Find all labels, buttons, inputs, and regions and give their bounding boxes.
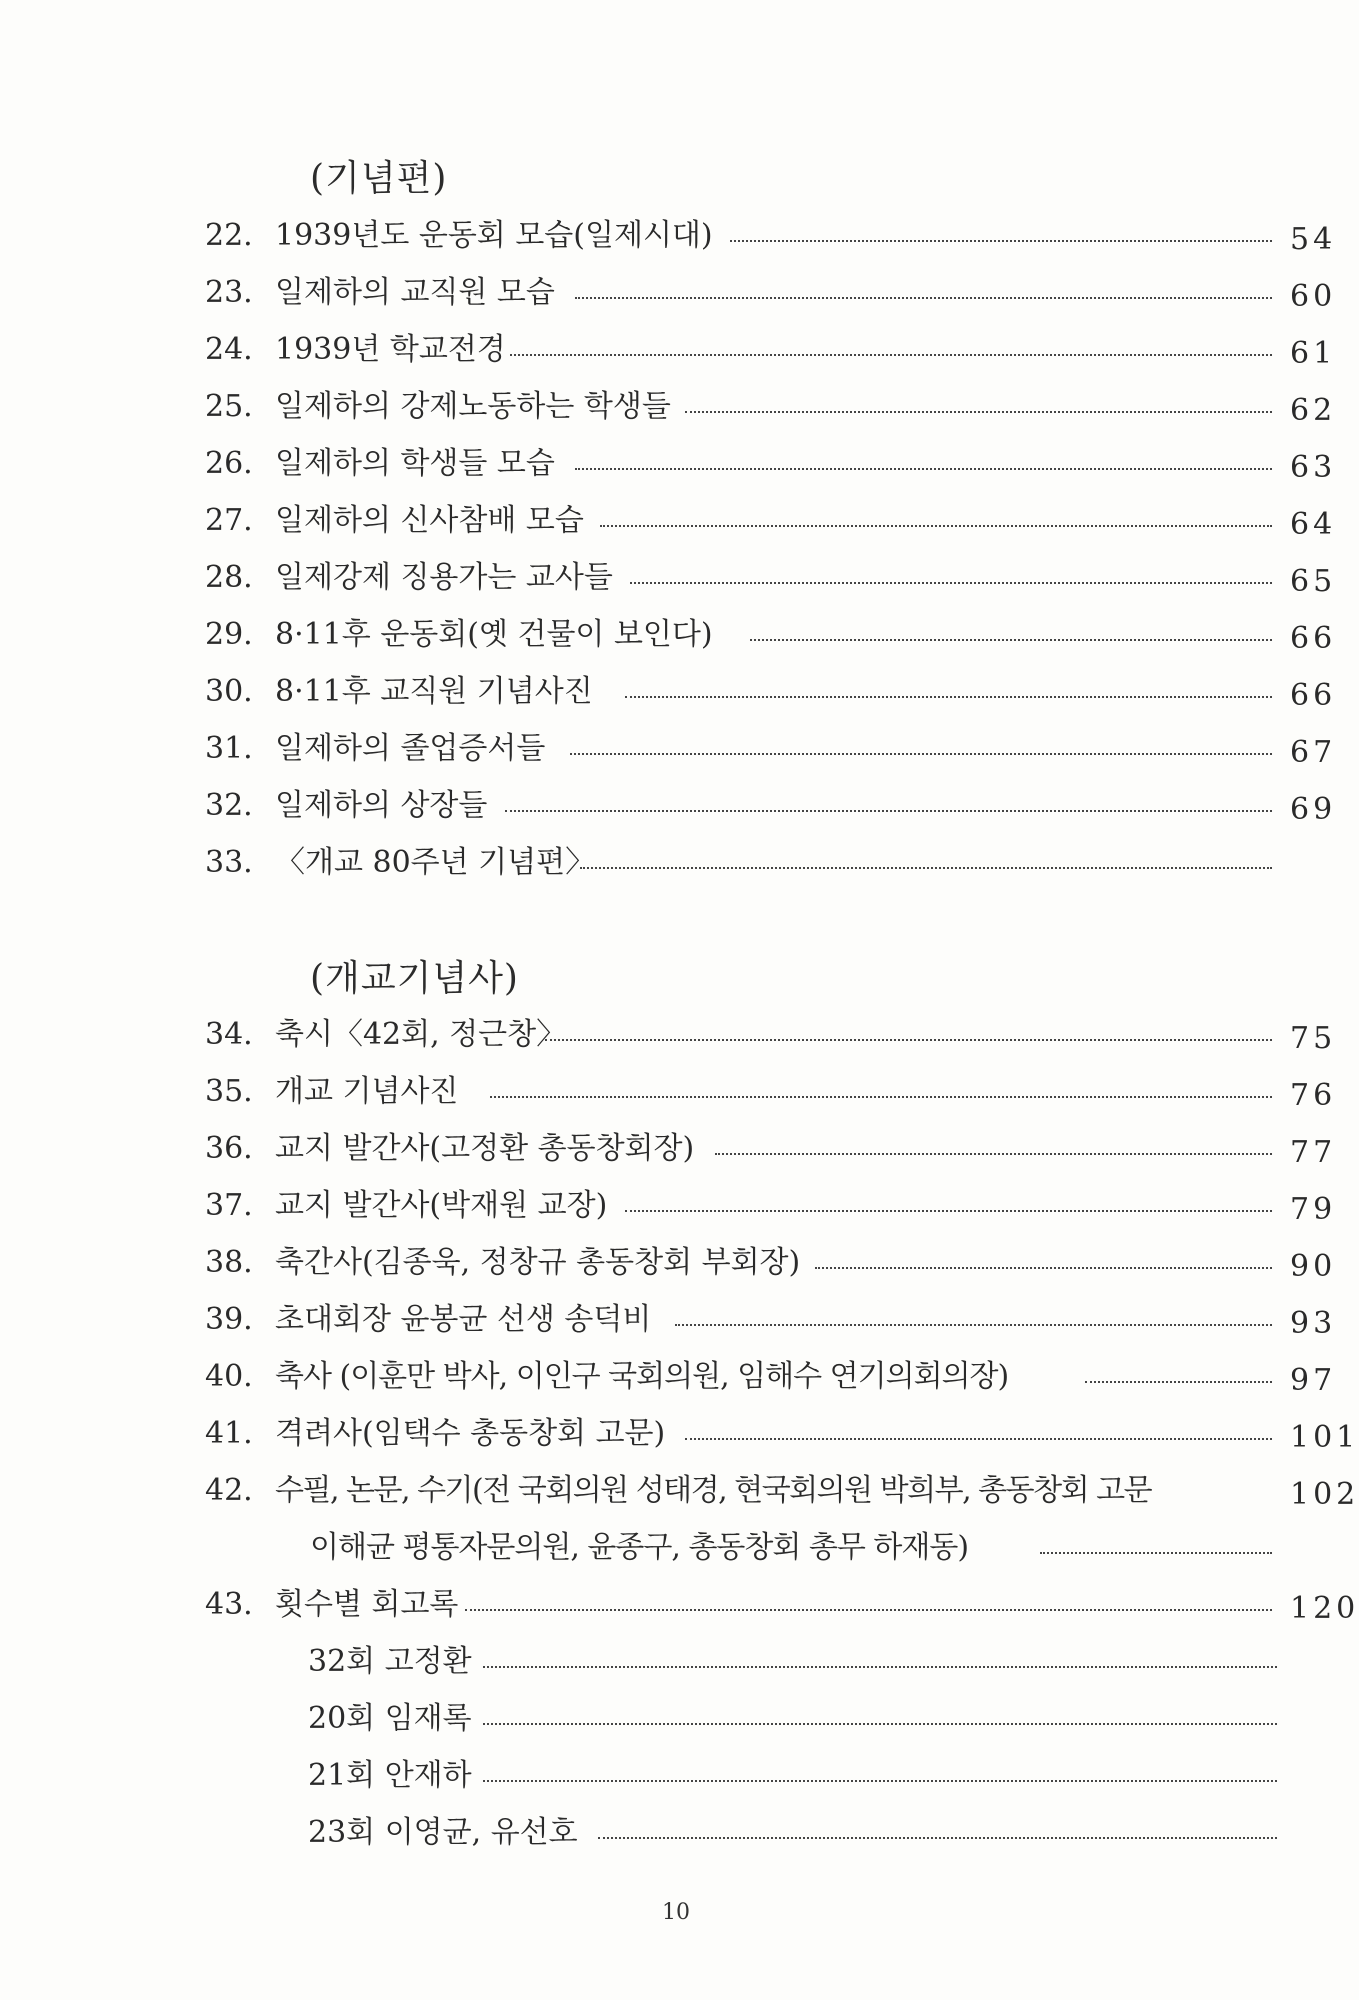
entry-page-number: 54 [1290,222,1337,257]
entry-number: 32. [205,788,253,823]
entry-number: 26. [205,446,253,481]
entry-title: 〈개교 80주년 기념편〉 [275,845,596,880]
sub-entry-title: 32회 고정환 [308,1644,472,1679]
toc-entry [205,612,1352,658]
toc-entry [205,1354,1352,1400]
toc-entry [205,327,1352,373]
entry-title: 축사 (이훈만 박사, 이인구 국회의원, 임해수 연기의회의장) [275,1359,1009,1394]
entry-page-number: 75 [1290,1021,1337,1056]
dot-leader [598,1837,1277,1839]
dot-leader [490,1096,1272,1098]
dot-leader [570,753,1272,755]
entry-page-number: 90 [1290,1249,1337,1284]
toc-entry [205,669,1352,715]
entry-number: 41. [205,1416,253,1451]
entry-title: 수필, 논문, 수기(전 국회의원 성태경, 현국회의원 박희부, 총동창회 고문 [275,1473,1152,1508]
entry-page-number: 77 [1290,1135,1337,1170]
entry-page-number: 66 [1290,621,1337,656]
entry-page-number: 64 [1290,507,1337,542]
toc-entry [205,1582,1359,1628]
entry-page-number: 60 [1290,279,1337,314]
toc-entry [205,1468,1359,1514]
toc-entry [205,441,1352,487]
entry-number: 36. [205,1131,253,1166]
dot-leader [483,1780,1277,1782]
dot-leader [630,582,1272,584]
sub-entry-title: 21회 안재하 [308,1758,472,1793]
entry-page-number: 101 [1290,1420,1359,1455]
dot-leader [625,1210,1272,1212]
dot-leader [1085,1381,1272,1383]
dot-leader [575,468,1272,470]
entry-title: 8·11후 교직원 기념사진 [275,674,593,709]
entry-title: 축간사(김종욱, 정창규 총동창회 부회장) [275,1245,801,1280]
entry-page-number: 76 [1290,1078,1337,1113]
toc-sub-entry [308,1753,1352,1799]
toc-entry [205,384,1352,430]
entry-number: 30. [205,674,253,709]
toc-entry [205,840,1352,886]
sub-entry-title: 23회 이영균, 유선호 [308,1815,578,1850]
entry-number: 39. [205,1302,253,1337]
toc-sub-entry [308,1810,1352,1856]
toc-entry [205,555,1352,601]
toc-entry [205,498,1352,544]
dot-leader [483,1723,1277,1725]
entry-title: 일제하의 강제노동하는 학생들 [275,389,671,424]
sub-entry-title: 20회 임재록 [308,1701,472,1736]
entry-title: 일제하의 졸업증서들 [275,731,546,766]
entry-title: 일제하의 상장들 [275,788,488,823]
entry-number: 35. [205,1074,253,1109]
entry-title: 1939년 학교전경 [275,332,506,367]
entry-page-number: 65 [1290,564,1337,599]
entry-number: 28. [205,560,253,595]
dot-leader [685,411,1272,413]
entry-number: 31. [205,731,253,766]
toc-entry [205,1069,1352,1115]
entry-page-number: 120 [1290,1591,1359,1626]
entry-number: 38. [205,1245,253,1280]
entry-title: 이해균 평통자문의원, 윤종구, 총동창회 총무 하재동) [310,1530,969,1565]
dot-leader [750,639,1272,641]
toc-entry [205,726,1352,772]
toc-entry [205,1297,1352,1343]
toc-entry [205,1012,1352,1058]
entry-title: 교지 발간사(박재원 교장) [275,1188,608,1223]
toc-entry [205,1126,1352,1172]
entry-number: 33. [205,845,253,880]
toc-entry [205,213,1352,259]
entry-number: 34. [205,1017,253,1052]
entry-number: 23. [205,275,253,310]
entry-title: 교지 발간사(고정환 총동창회장) [275,1131,695,1166]
entry-number: 25. [205,389,253,424]
entry-page-number: 79 [1290,1192,1337,1227]
entry-page-number: 66 [1290,678,1337,713]
dot-leader [465,1609,1272,1611]
dot-leader [483,1666,1277,1668]
dot-leader [625,696,1272,698]
toc-entry [205,1411,1359,1457]
toc-entry [205,1183,1352,1229]
entry-number: 40. [205,1359,253,1394]
entry-title: 횟수별 회고록 [275,1587,459,1622]
dot-leader [505,810,1272,812]
entry-page-number: 97 [1290,1363,1337,1398]
dot-leader [580,867,1272,869]
dot-leader [575,297,1272,299]
entry-title: 초대회장 윤봉균 선생 송덕비 [275,1302,652,1337]
toc-entry [205,270,1352,316]
entry-number: 37. [205,1188,253,1223]
entry-page-number: 67 [1290,735,1337,770]
dot-leader [730,240,1272,242]
entry-number: 43. [205,1587,253,1622]
entry-number: 42. [205,1473,253,1508]
toc-sub-entry [308,1696,1352,1742]
entry-title: 일제하의 학생들 모습 [275,446,555,481]
section-heading: (개교기념사) [310,958,519,999]
entry-title: 일제하의 신사참배 모습 [275,503,584,538]
dot-leader [600,525,1272,527]
dot-leader [675,1324,1272,1326]
entry-number: 29. [205,617,253,652]
entry-page-number: 69 [1290,792,1337,827]
entry-number: 24. [205,332,253,367]
toc-entry-continuation [205,1525,1352,1571]
entry-title: 일제하의 교직원 모습 [275,275,555,310]
section-heading: (기념편) [310,158,448,199]
dot-leader [510,354,1272,356]
dot-leader [545,1039,1272,1041]
dot-leader [715,1153,1272,1155]
entry-page-number: 62 [1290,393,1337,428]
dot-leader [685,1438,1272,1440]
entry-title: 1939년도 운동회 모습(일제시대) [275,218,713,253]
dot-leader [1040,1552,1272,1554]
entry-number: 27. [205,503,253,538]
entry-page-number: 63 [1290,450,1337,485]
toc-sub-entry [308,1639,1352,1685]
entry-title: 개교 기념사진 [275,1074,459,1109]
entry-number: 22. [205,218,253,253]
entry-title: 축시〈42회, 정근창〉 [275,1017,567,1052]
entry-title: 8·11후 운동회(옛 건물이 보인다) [275,617,713,652]
entry-page-number: 93 [1290,1306,1337,1341]
toc-entry [205,1240,1352,1286]
dot-leader [815,1267,1272,1269]
page-number: 10 [662,1900,690,1925]
entry-title: 일제강제 징용가는 교사들 [275,560,613,595]
entry-page-number: 61 [1290,336,1337,371]
toc-entry [205,783,1352,829]
entry-page-number: 102 [1290,1477,1359,1512]
entry-title: 격려사(임택수 총동창회 고문) [275,1416,666,1451]
